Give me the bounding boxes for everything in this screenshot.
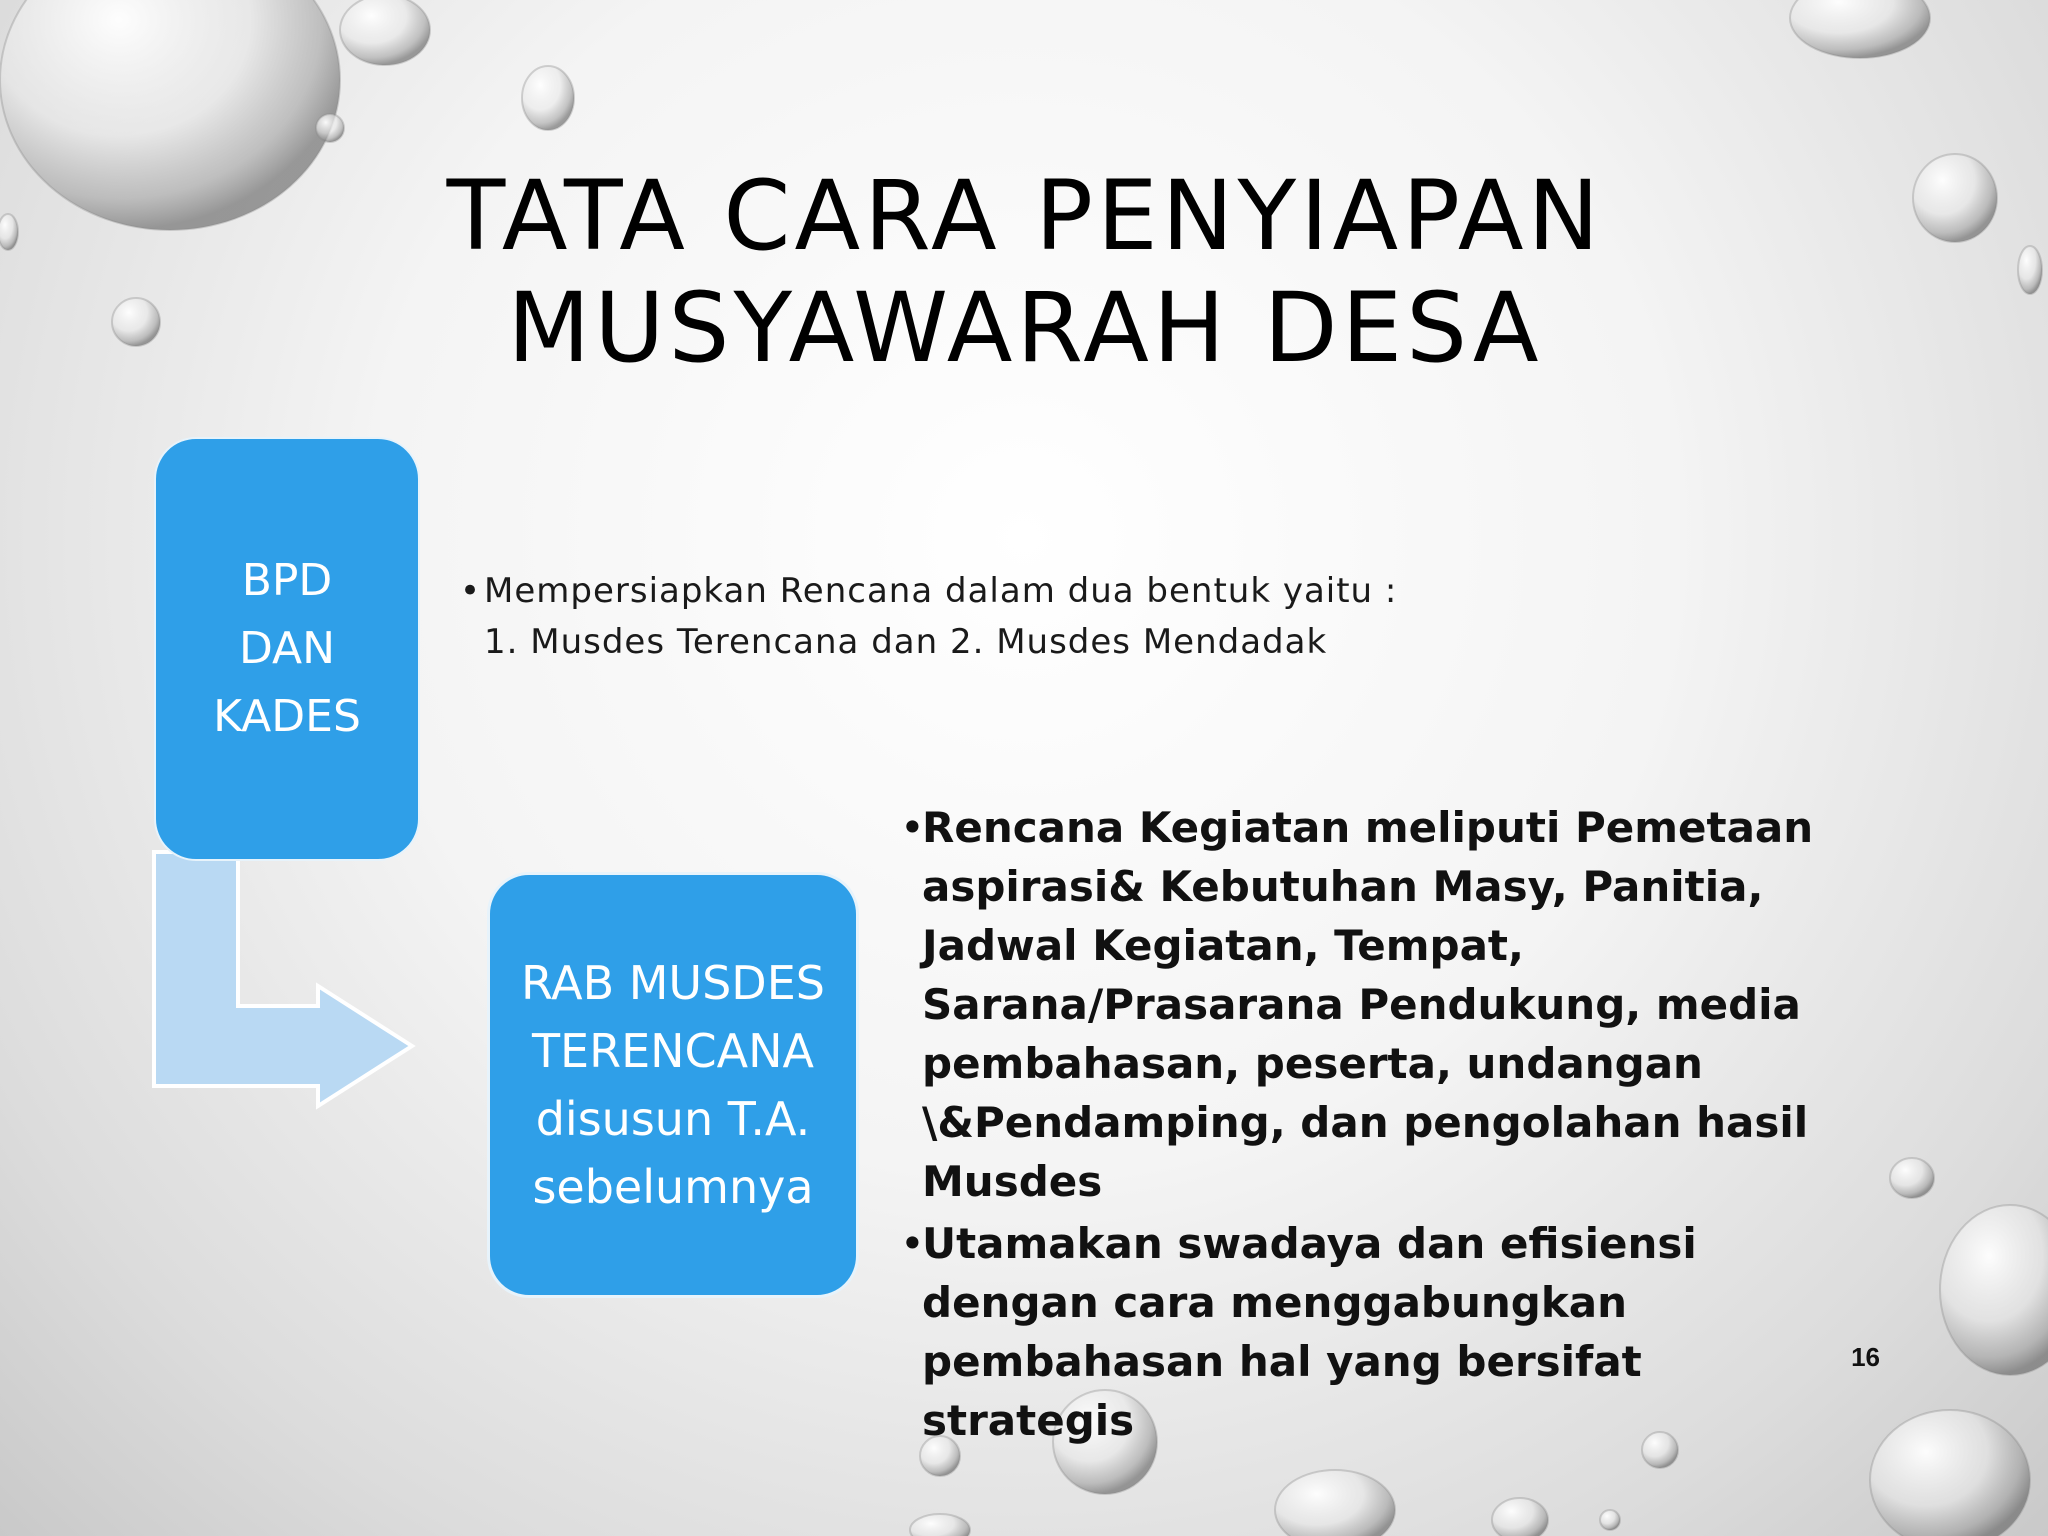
bullet2-text: Rencana Kegiatan meliputi Pemetaan aspirasi& Kebutuhan Masy, Panitia, Jadwal Kegiatan, Tempat, Sarana/Prasarana Pendukung, media pembahasan, peserta, undangan \&Pendamping, dan pengolahan hasil Musdes: [922, 803, 1814, 1206]
box2-line: TERENCANA: [531, 1024, 815, 1078]
box2-line: RAB MUSDES: [521, 956, 825, 1010]
bullet-dot-icon: •: [900, 1219, 925, 1268]
bent-arrow-icon: [150, 848, 420, 1118]
bullet-rencana-bentuk: [460, 566, 1460, 668]
title-line-2: MUSYAWARAH DESA: [507, 272, 1543, 384]
box1-line: BPD: [241, 555, 333, 606]
bullet1-line2: 1. Musdes Terencana dan 2. Musdes Mendadak: [484, 622, 1328, 662]
list-item: [900, 1214, 1820, 1450]
slide-title: [300, 160, 1750, 384]
box2-line: disusun T.A.: [535, 1092, 811, 1146]
bullet-list-kegiatan: [900, 798, 1820, 1453]
title-line-1: TATA CARA PENYIAPAN: [446, 160, 1604, 272]
rab-musdes-box: [487, 872, 859, 1298]
bullet-dot-icon: •: [460, 571, 482, 611]
bpd-kades-box: [154, 437, 420, 861]
box1-line: DAN: [238, 623, 336, 674]
bullet2-text: Utamakan swadaya dan efisiensi dengan cara menggabungkan pembahasan hal yang bersifat strategis: [922, 1219, 1697, 1445]
box1-line: KADES: [213, 691, 361, 742]
bullet-dot-icon: •: [900, 803, 925, 852]
page-number: 16: [1851, 1342, 1880, 1372]
box2-line: sebelumnya: [532, 1160, 814, 1214]
list-item: [900, 798, 1820, 1211]
bullet1-line1: Mempersiapkan Rencana dalam dua bentuk yaitu :: [484, 571, 1398, 611]
